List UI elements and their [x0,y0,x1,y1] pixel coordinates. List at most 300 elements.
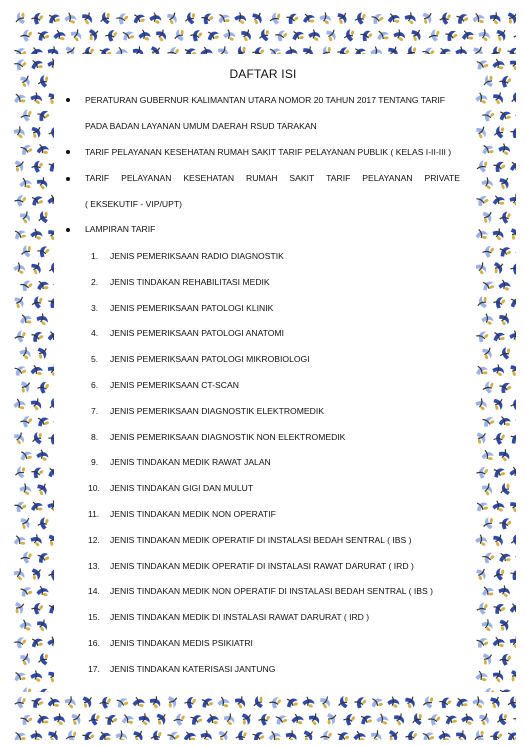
floral-motif-icon [29,397,43,412]
floral-motif-icon [515,653,516,666]
floral-motif-icon [200,696,214,709]
floral-motif-icon [497,448,512,463]
floral-motif-icon [489,729,504,740]
lampiran-item-text: JENIS PEMERIKSAAN CT-SCAN [110,380,239,390]
floral-motif-icon [47,194,54,206]
floral-motif-icon [477,28,492,43]
floral-motif-icon [183,46,197,54]
floral-motif-icon [462,31,474,40]
floral-motif-icon [492,466,506,479]
floral-motif-icon [515,142,516,156]
floral-motif-icon [497,712,508,725]
justified-word: SAKIT [289,173,315,183]
floral-motif-icon [370,697,383,708]
floral-motif-icon [497,584,512,598]
floral-motif-icon [29,533,44,548]
floral-motif-icon [18,210,32,225]
floral-motif-icon [492,601,507,615]
floral-motif-icon [336,730,351,740]
lampiran-item-number: 6. [91,380,99,390]
floral-motif-icon [478,296,488,308]
floral-motif-icon [150,729,162,740]
floral-motif-icon [31,125,42,139]
floral-motif-icon [63,695,78,710]
floral-motif-icon [47,295,54,309]
floral-motif-icon [285,697,299,709]
floral-motif-icon [509,261,516,276]
lampiran-item-text: JENIS PEMERIKSAAN RADIO DIAGNOSTIK [110,251,284,261]
floral-motif-icon [474,261,489,276]
floral-motif-icon [19,619,33,631]
floral-motif-icon [475,125,488,140]
floral-motif-icon [65,45,76,54]
floral-motif-icon [19,414,33,429]
floral-motif-icon [19,585,34,598]
floral-motif-icon [12,567,27,582]
floral-motif-icon [497,142,512,156]
floral-motif-icon [509,363,516,377]
floral-motif-icon [166,729,181,740]
lampiran-item-number: 1. [91,251,99,261]
floral-motif-icon [492,500,506,513]
floral-motif-icon [510,228,516,241]
floral-motif-icon [481,346,494,361]
floral-motif-icon [336,11,348,25]
floral-motif-icon [30,465,45,480]
lampiran-item-text: JENIS PEMERIKSAAN DIAGNOSTIK ELEKTROMEDIK [110,406,324,416]
floral-motif-icon [132,697,146,708]
floral-motif-icon [36,416,50,428]
floral-motif-icon [482,653,492,666]
floral-motif-icon [13,295,26,309]
floral-motif-icon [12,262,27,276]
lampiran-item-number: 16. [88,638,100,648]
floral-motif-icon [274,713,288,726]
floral-motif-icon [489,695,502,709]
floral-motif-icon [475,229,488,240]
floral-motif-icon [36,144,49,155]
floral-motif-icon [512,712,516,727]
floral-motif-icon [47,91,54,105]
floral-motif-icon [511,533,516,546]
floral-motif-icon [423,695,434,708]
lampiran-item-text: JENIS PEMERIKSAAN PATOLOGI MIKROBIOLOGI [110,354,310,364]
floral-motif-icon [480,618,495,633]
floral-motif-icon [482,587,494,596]
floral-motif-icon [37,281,50,291]
floral-motif-icon [132,13,145,24]
floral-motif-icon [511,670,516,682]
floral-motif-icon [13,229,27,241]
floral-motif-icon [121,29,135,41]
floral-motif-icon [370,11,385,25]
lampiran-item-number: 12. [88,535,100,545]
floral-motif-icon [274,28,289,43]
floral-motif-icon [37,516,50,530]
floral-motif-icon [444,714,458,725]
floral-motif-icon [21,245,31,258]
floral-motif-icon [509,499,516,514]
floral-motif-icon [514,109,516,122]
floral-border-svg [10,692,516,740]
floral-motif-icon [89,29,98,41]
lampiran-item-text: JENIS TINDAKAN MEDIK DI INSTALASI RAWAT DARURAT ( IRD ) [110,612,370,622]
floral-motif-icon [475,193,490,207]
floral-motif-icon [240,28,254,43]
floral-motif-icon [476,601,489,615]
floral-motif-icon [82,695,93,708]
floral-motif-icon [13,635,28,650]
floral-motif-icon [15,602,24,614]
floral-motif-icon [131,45,146,54]
floral-motif-icon [35,312,50,326]
lampiran-item-text: JENIS TINDAKAN MEDIK OPERATIF DI INSTALASI RAWAT DARURAT ( IRD ) [110,561,414,571]
floral-motif-icon [475,329,490,344]
floral-motif-icon [37,346,48,359]
floral-motif-icon [114,729,129,740]
floral-motif-icon [515,346,516,361]
floral-motif-icon [496,28,508,42]
floral-motif-icon [481,450,495,461]
floral-motif-icon [515,482,516,497]
floral-motif-icon [318,11,333,25]
floral-motif-icon [491,227,506,242]
ornamental-border-top [10,8,516,54]
floral-motif-icon [403,11,418,26]
floral-motif-icon [471,695,486,709]
floral-motif-icon [35,176,50,191]
floral-motif-icon [31,295,43,309]
floral-motif-icon [494,125,505,138]
intro-item-1-line-1: PERATURAN GUBERNUR KALIMANTAN UTARA NOMOR 20 TAHUN 2017 TENTANG TARIF [85,95,446,105]
floral-motif-icon [36,108,51,122]
floral-motif-icon [235,729,248,740]
floral-motif-icon [200,46,214,54]
floral-motif-icon [342,712,356,727]
floral-motif-icon [515,211,516,225]
lampiran-item-text: JENIS TINDAKAN REHABILITASI MEDIK [110,277,270,287]
floral-motif-icon [16,12,25,24]
floral-motif-icon [492,159,507,173]
floral-motif-icon [81,11,95,26]
floral-motif-icon [38,653,49,666]
floral-motif-icon [30,329,45,343]
floral-motif-icon [499,552,512,562]
floral-motif-icon [369,46,384,54]
floral-motif-icon [515,518,516,529]
floral-motif-icon [511,92,516,105]
floral-motif-icon [476,431,487,444]
intro-item-3-line-1 [85,174,460,183]
floral-motif-icon [475,671,489,683]
floral-motif-icon [482,380,494,394]
intro-item-4-line-1: LAMPIRAN TARIF [85,224,156,234]
floral-motif-icon [386,696,401,709]
floral-motif-icon [498,312,512,327]
floral-motif-icon [47,160,54,173]
floral-motif-icon [510,603,516,613]
floral-motif-icon [481,550,496,565]
floral-motif-icon [353,695,368,710]
floral-motif-icon [454,45,469,54]
floral-motif-icon [30,261,43,276]
floral-motif-icon [30,47,43,54]
floral-motif-icon [491,363,506,377]
floral-motif-icon [498,245,513,258]
floral-motif-icon [481,415,496,429]
floral-motif-icon [12,125,27,140]
floral-motif-icon [115,47,129,54]
floral-motif-icon [20,315,32,324]
lampiran-item-text: JENIS PEMERIKSAAN PATOLOGI KLINIK [110,303,274,313]
floral-motif-icon [270,11,282,25]
ornamental-border-left [10,54,54,692]
floral-motif-icon [483,517,493,530]
floral-motif-icon [20,381,30,394]
floral-motif-icon [376,713,390,726]
floral-motif-icon [156,712,167,725]
floral-motif-icon [336,45,351,54]
floral-motif-icon [482,244,496,259]
lampiran-item-number: 11. [88,509,100,519]
bullet-point [66,228,70,232]
floral-motif-icon [482,210,493,224]
floral-motif-icon [36,482,49,496]
floral-motif-icon [421,730,435,740]
floral-motif-icon [456,697,469,707]
floral-motif-icon [422,11,433,25]
floral-motif-icon [52,712,67,726]
floral-motif-icon [292,30,305,41]
floral-motif-icon [428,28,440,42]
floral-motif-icon [359,28,374,43]
floral-motif-icon [354,11,367,25]
floral-motif-icon [509,432,516,445]
floral-motif-icon [37,715,49,724]
lampiran-item-number: 10. [88,483,100,493]
floral-motif-icon [19,178,33,189]
floral-motif-icon [14,695,27,710]
floral-motif-icon [491,45,503,54]
floral-motif-icon [455,12,470,26]
justified-word: PRIVATE [424,173,460,183]
floral-motif-icon [183,695,197,710]
floral-motif-icon [307,29,322,43]
floral-motif-icon [29,730,44,740]
floral-motif-icon [47,729,60,740]
floral-motif-icon [154,28,168,43]
floral-motif-icon [498,380,513,394]
lampiran-item-text: JENIS PEMERIKSAAN PATOLOGI ANATOMI [110,328,284,338]
floral-motif-icon [32,432,42,445]
lampiran-item-number: 3. [91,303,99,313]
floral-motif-icon [18,346,33,361]
bullet-point [66,150,70,154]
floral-motif-icon [513,28,516,43]
floral-motif-icon [388,14,401,24]
floral-motif-icon [19,450,32,461]
floral-motif-icon [46,636,54,649]
floral-motif-icon [319,695,333,710]
floral-motif-icon [344,28,355,42]
floral-motif-icon [493,431,507,446]
floral-motif-icon [166,11,179,26]
floral-motif-icon [218,13,231,23]
floral-motif-icon [66,729,78,740]
floral-motif-icon [206,714,219,725]
floral-motif-icon [69,28,84,43]
floral-motif-icon [404,729,418,740]
floral-motif-icon [30,11,44,26]
floral-motif-icon [100,12,110,25]
lampiran-item-text: JENIS TINDAKAN MEDIK NON OPERATIF DI INSTALASI BEDAH SENTRAL ( IBS ) [110,586,433,596]
floral-motif-icon [475,636,490,649]
intro-item-3-line-2: ( EKSEKUTIF - VIP/UPT) [85,199,182,209]
floral-motif-icon [216,45,230,54]
floral-motif-icon [498,176,510,190]
floral-motif-icon [88,712,101,726]
floral-motif-icon [353,47,366,54]
floral-motif-icon [491,669,505,684]
floral-motif-icon [20,28,34,43]
floral-motif-icon [438,695,453,710]
floral-motif-icon [13,364,28,377]
floral-motif-icon [20,550,33,565]
floral-motif-icon [509,125,516,140]
floral-motif-icon [410,28,422,42]
floral-motif-icon [475,92,489,105]
floral-motif-icon [31,502,43,511]
floral-motif-icon [13,193,27,208]
floral-motif-icon [39,211,48,223]
floral-motif-icon [320,729,334,740]
ornamental-border-right [472,54,516,692]
lampiran-item-number: 8. [91,432,99,442]
floral-motif-icon [98,46,113,54]
floral-motif-icon [494,567,506,581]
floral-motif-icon [47,602,54,614]
justified-word: PELAYANAN [121,173,172,183]
floral-motif-icon [19,278,34,293]
floral-motif-icon [14,94,26,103]
floral-border-svg [10,54,54,692]
floral-motif-icon [46,363,54,378]
floral-motif-icon [480,313,495,326]
floral-motif-icon [218,729,229,740]
lampiran-item-text: JENIS TINDAKAN KATERISASI JANTUNG [110,664,276,674]
floral-motif-icon [137,712,152,727]
floral-motif-icon [14,731,27,740]
floral-motif-icon [15,465,26,478]
lampiran-item-text: JENIS TINDAKAN GIGI DAN MULUT [110,483,254,493]
floral-motif-icon [251,11,264,25]
floral-motif-icon [14,329,27,343]
floral-motif-icon [509,297,516,308]
floral-motif-icon [406,45,417,54]
floral-motif-icon [30,365,43,376]
floral-motif-icon [493,397,505,411]
floral-motif-icon [321,46,331,54]
floral-motif-icon [325,28,338,43]
floral-motif-icon [99,732,111,740]
floral-motif-icon [353,731,367,740]
floral-motif-icon [498,279,512,291]
floral-motif-icon [19,712,34,726]
floral-motif-icon [233,695,247,710]
floral-motif-icon [104,28,118,43]
justified-word: RUMAH [246,173,278,183]
justified-word: TARIF [326,173,351,183]
floral-motif-icon [29,91,44,105]
lampiran-item-text: JENIS PEMERIKSAAN DIAGNOSTIK NON ELEKTROMEDIK [110,432,346,442]
floral-motif-icon [481,108,496,123]
floral-motif-icon [268,47,282,54]
lampiran-item-text: JENIS TINDAKAN MEDIK NON OPERATIF [110,509,276,519]
floral-motif-icon [413,713,423,726]
floral-motif-icon [36,551,51,565]
floral-motif-icon [13,431,27,446]
floral-motif-icon [492,637,505,648]
floral-motif-icon [389,730,399,740]
floral-border-svg [472,54,516,692]
justified-word: PELAYANAN [362,173,413,183]
floral-motif-icon [481,279,495,291]
floral-motif-icon [508,635,516,650]
lampiran-item-text: JENIS TINDAKAN MEDIK OPERATIF DI INSTALASI BEDAH SENTRAL ( IBS ) [110,535,412,545]
floral-motif-icon [475,465,489,480]
floral-motif-icon [303,14,315,23]
floral-motif-icon [492,295,507,310]
floral-motif-icon [31,568,41,581]
floral-motif-icon [515,246,516,258]
floral-motif-icon [251,730,266,740]
floral-motif-icon [47,227,54,242]
floral-motif-icon [53,30,67,42]
floral-motif-icon [47,669,54,684]
floral-motif-icon [510,397,516,412]
floral-motif-icon [189,713,204,726]
floral-motif-icon [36,29,51,42]
floral-motif-icon [19,652,33,667]
floral-motif-icon [404,695,417,710]
floral-motif-icon [168,696,178,709]
justified-word: KESEHATAN [183,173,235,183]
floral-motif-icon [514,278,516,293]
floral-motif-icon [132,729,144,740]
floral-motif-icon [477,159,489,173]
floral-motif-icon [303,730,314,740]
floral-motif-icon [13,399,27,411]
floral-motif-icon [175,29,185,41]
floral-motif-icon [509,466,516,478]
floral-motif-icon [200,11,215,26]
floral-motif-icon [488,11,503,26]
floral-motif-icon [257,712,271,727]
floral-motif-icon [173,712,186,727]
floral-motif-icon [20,108,32,122]
floral-motif-icon [508,330,516,344]
floral-motif-icon [498,652,512,667]
floral-motif-icon [475,567,488,581]
floral-motif-icon [514,550,516,564]
floral-motif-icon [438,730,452,740]
intro-item-1-line-2: PADA BADAN LAYANAN UMUM DAERAH RSUD TARAKAN [85,121,317,131]
floral-motif-icon [508,695,516,709]
floral-motif-icon [18,482,33,496]
floral-motif-icon [393,712,407,727]
floral-motif-icon [122,714,135,724]
floral-motif-icon [115,11,130,26]
